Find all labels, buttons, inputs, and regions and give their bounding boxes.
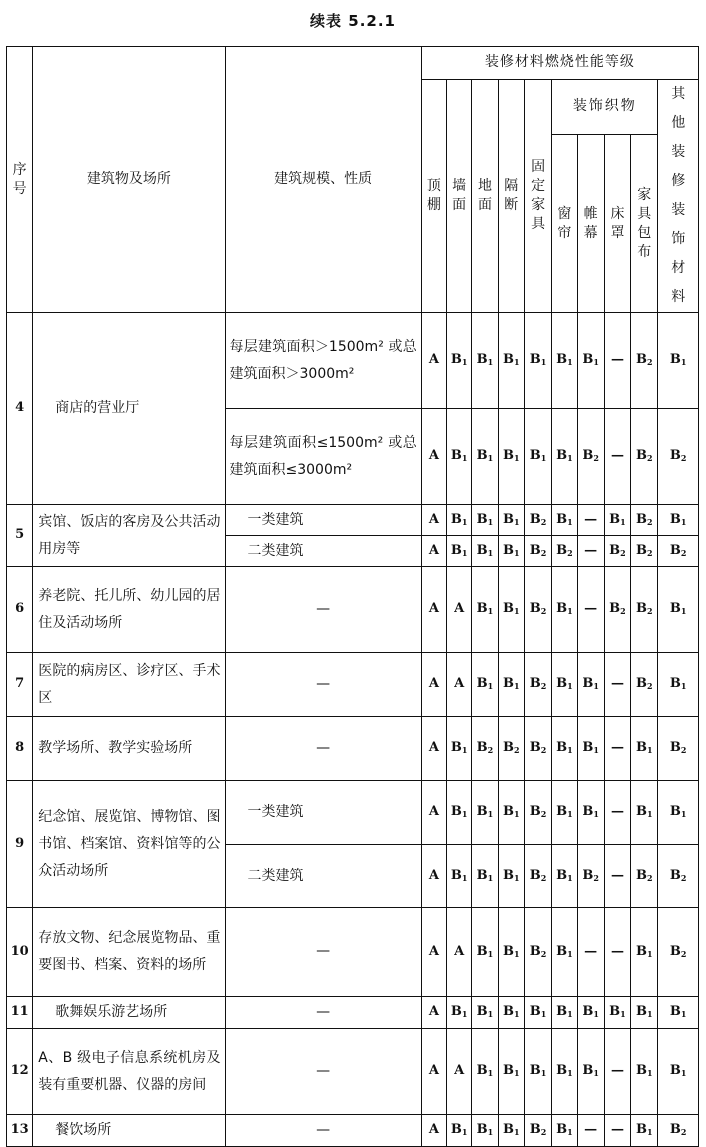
- rating-cell: —: [604, 653, 630, 717]
- row-place: 教学场所、教学实验场所: [33, 717, 225, 781]
- rating-cell: $B_2$: [524, 717, 551, 781]
- rating-cell: $B_1$: [498, 1029, 524, 1115]
- table-row: [7, 997, 699, 1029]
- rating-cell: A: [421, 997, 446, 1029]
- rating-cell: $B_1$: [604, 997, 630, 1029]
- rating-cell: A: [421, 567, 446, 653]
- header-floor: 地 面: [472, 80, 498, 313]
- rating-cell: $B_1$: [604, 505, 630, 536]
- header-bedcover: 床 罩: [604, 135, 630, 313]
- rating-cell: $B_1$: [552, 505, 577, 536]
- rating-cell: —: [577, 536, 604, 567]
- rating-cell: A: [421, 781, 446, 845]
- rating-cell: $B_1$: [472, 1029, 498, 1115]
- rating-cell: $B_2$: [658, 409, 699, 505]
- row-scale: 二类建筑: [225, 536, 421, 567]
- rating-cell: $B_1$: [577, 653, 604, 717]
- row-place: 纪念馆、展览馆、博物馆、图书馆、档案馆、资料馆等的公众活动场所: [33, 781, 225, 908]
- rating-cell: $B_1$: [447, 717, 472, 781]
- rating-cell: $B_1$: [524, 1029, 551, 1115]
- rating-cell: —: [604, 1115, 630, 1147]
- header-other: 其 他 装 修 装 饰 材 料: [658, 80, 699, 313]
- rating-cell: $B_2$: [658, 908, 699, 997]
- rating-cell: $B_1$: [447, 1115, 472, 1147]
- rating-cell: A: [447, 908, 472, 997]
- row-seq: 13: [7, 1115, 33, 1147]
- rating-cell: $B_1$: [472, 653, 498, 717]
- rating-cell: —: [577, 908, 604, 997]
- rating-cell: $B_1$: [498, 505, 524, 536]
- row-place: 养老院、托儿所、幼儿园的居住及活动场所: [33, 567, 225, 653]
- header-textiles: 装饰织物: [552, 80, 658, 135]
- table-row: [7, 567, 699, 653]
- row-scale: —: [225, 908, 421, 997]
- rating-cell: $B_1$: [498, 997, 524, 1029]
- rating-cell: $B_1$: [498, 409, 524, 505]
- table-row: [7, 717, 699, 781]
- rating-cell: A: [421, 313, 446, 409]
- rating-cell: A: [421, 845, 446, 908]
- rating-cell: $B_2$: [658, 536, 699, 567]
- rating-cell: $B_2$: [658, 845, 699, 908]
- rating-cell: $B_2$: [524, 505, 551, 536]
- rating-cell: $B_1$: [447, 845, 472, 908]
- rating-cell: A: [421, 409, 446, 505]
- rating-cell: $B_1$: [631, 1029, 658, 1115]
- rating-cell: $B_2$: [604, 567, 630, 653]
- row-scale: —: [225, 1029, 421, 1115]
- rating-cell: $B_1$: [577, 1029, 604, 1115]
- rating-cell: A: [421, 536, 446, 567]
- rating-cell: $B_1$: [658, 653, 699, 717]
- rating-cell: A: [447, 653, 472, 717]
- header-furniture-cover: 家 具 包 布: [631, 135, 658, 313]
- rating-cell: $B_2$: [631, 409, 658, 505]
- rating-cell: $B_1$: [447, 997, 472, 1029]
- rating-cell: A: [421, 1115, 446, 1147]
- rating-cell: $B_1$: [472, 908, 498, 997]
- rating-cell: $B_2$: [658, 717, 699, 781]
- header-rating-group: 装修材料燃烧性能等级: [421, 47, 698, 80]
- row-scale: —: [225, 1115, 421, 1147]
- rating-cell: —: [604, 908, 630, 997]
- rating-cell: $B_2$: [524, 653, 551, 717]
- rating-cell: $B_1$: [631, 908, 658, 997]
- rating-cell: $B_2$: [524, 567, 551, 653]
- rating-cell: A: [421, 908, 446, 997]
- row-scale: 一类建筑: [225, 781, 421, 845]
- rating-cell: —: [604, 717, 630, 781]
- table-row: [7, 653, 699, 717]
- rating-cell: $B_1$: [552, 1115, 577, 1147]
- row-seq: 9: [7, 781, 33, 908]
- row-seq: 6: [7, 567, 33, 653]
- header-drape: 帷 幕: [577, 135, 604, 313]
- rating-cell: $B_1$: [472, 409, 498, 505]
- rating-cell: $B_1$: [552, 409, 577, 505]
- rating-cell: $B_2$: [604, 536, 630, 567]
- row-scale: 一类建筑: [225, 505, 421, 536]
- header-fixed-furniture: 固 定 家 具: [524, 80, 551, 313]
- rating-cell: $B_2$: [498, 717, 524, 781]
- row-place: 医院的病房区、诊疗区、手术区: [33, 653, 225, 717]
- row-place: 存放文物、纪念展览物品、重要图书、档案、资料的场所: [33, 908, 225, 997]
- rating-cell: A: [447, 567, 472, 653]
- row-place: 宾馆、饭店的客房及公共活动用房等: [33, 505, 225, 567]
- rating-cell: $B_1$: [498, 653, 524, 717]
- table-row: [7, 505, 699, 536]
- rating-cell: $B_2$: [552, 536, 577, 567]
- table-title: 续表 5.2.1: [310, 12, 396, 30]
- table-row: [7, 1115, 699, 1147]
- rating-cell: $B_2$: [472, 717, 498, 781]
- rating-cell: A: [421, 505, 446, 536]
- table-row: [7, 781, 699, 845]
- row-place: 歌舞娱乐游艺场所: [33, 997, 225, 1029]
- rating-cell: $B_1$: [658, 1029, 699, 1115]
- rating-cell: $B_1$: [631, 1115, 658, 1147]
- header-wall: 墙 面: [447, 80, 472, 313]
- rating-cell: A: [421, 653, 446, 717]
- rating-cell: $B_2$: [631, 567, 658, 653]
- header-scale: 建筑规模、性质: [225, 47, 421, 313]
- rating-cell: $B_1$: [524, 313, 551, 409]
- rating-cell: $B_1$: [447, 781, 472, 845]
- row-place: A、B 级电子信息系统机房及装有重要机器、仪器的房间: [33, 1029, 225, 1115]
- rating-cell: $B_2$: [524, 908, 551, 997]
- row-scale: —: [225, 997, 421, 1029]
- rating-cell: $B_1$: [472, 505, 498, 536]
- rating-cell: —: [577, 505, 604, 536]
- table-row: [7, 1029, 699, 1115]
- rating-cell: $B_1$: [498, 908, 524, 997]
- row-seq: 11: [7, 997, 33, 1029]
- rating-cell: $B_1$: [552, 781, 577, 845]
- rating-cell: $B_1$: [552, 1029, 577, 1115]
- rating-cell: $B_1$: [658, 567, 699, 653]
- rating-cell: $B_1$: [552, 313, 577, 409]
- rating-cell: —: [604, 313, 630, 409]
- rating-cell: $B_1$: [577, 781, 604, 845]
- rating-cell: $B_1$: [472, 567, 498, 653]
- rating-cell: $B_1$: [552, 717, 577, 781]
- rating-cell: $B_1$: [552, 653, 577, 717]
- rating-cell: $B_1$: [577, 313, 604, 409]
- rating-cell: $B_1$: [631, 717, 658, 781]
- rating-cell: $B_2$: [631, 536, 658, 567]
- rating-cell: $B_1$: [498, 1115, 524, 1147]
- rating-cell: —: [577, 1115, 604, 1147]
- rating-cell: $B_1$: [447, 409, 472, 505]
- rating-cell: —: [604, 1029, 630, 1115]
- row-scale: 二类建筑: [225, 845, 421, 908]
- rating-cell: $B_1$: [472, 845, 498, 908]
- table-row: [7, 313, 699, 409]
- rating-cell: $B_1$: [552, 567, 577, 653]
- rating-cell: $B_1$: [658, 313, 699, 409]
- rating-cell: $B_1$: [447, 536, 472, 567]
- rating-cell: $B_1$: [552, 845, 577, 908]
- rating-cell: $B_1$: [472, 313, 498, 409]
- rating-cell: $B_2$: [631, 505, 658, 536]
- rating-cell: $B_1$: [658, 781, 699, 845]
- rating-cell: $B_1$: [631, 997, 658, 1029]
- row-place: 餐饮场所: [33, 1115, 225, 1147]
- row-seq: 5: [7, 505, 33, 567]
- rating-cell: $B_1$: [631, 781, 658, 845]
- rating-cell: $B_1$: [472, 997, 498, 1029]
- header-ceiling: 顶 棚: [421, 80, 446, 313]
- header-partition: 隔 断: [498, 80, 524, 313]
- rating-cell: $B_1$: [472, 536, 498, 567]
- row-scale: 每层建筑面积≤1500m² 或总建筑面积≤3000m²: [225, 409, 421, 505]
- row-seq: 12: [7, 1029, 33, 1115]
- row-seq: 8: [7, 717, 33, 781]
- rating-cell: —: [604, 845, 630, 908]
- rating-cell: $B_1$: [498, 567, 524, 653]
- rating-cell: $B_1$: [447, 313, 472, 409]
- rating-cell: $B_1$: [498, 536, 524, 567]
- rating-cell: $B_1$: [447, 505, 472, 536]
- rating-cell: $B_1$: [524, 409, 551, 505]
- row-scale: —: [225, 653, 421, 717]
- rating-cell: $B_2$: [524, 781, 551, 845]
- row-seq: 4: [7, 313, 33, 505]
- fire-rating-table: [6, 46, 699, 1147]
- rating-cell: $B_1$: [552, 908, 577, 997]
- rating-cell: $B_2$: [577, 845, 604, 908]
- row-scale: —: [225, 717, 421, 781]
- rating-cell: $B_1$: [498, 313, 524, 409]
- rating-cell: $B_1$: [524, 997, 551, 1029]
- rating-cell: $B_1$: [658, 997, 699, 1029]
- header-place: 建筑物及场所: [33, 47, 225, 313]
- rating-cell: —: [577, 567, 604, 653]
- rating-cell: $B_2$: [631, 653, 658, 717]
- header-curtain: 窗 帘: [552, 135, 577, 313]
- header-seq: 序 号: [7, 47, 33, 313]
- row-seq: 7: [7, 653, 33, 717]
- rating-cell: $B_1$: [577, 717, 604, 781]
- rating-cell: $B_1$: [498, 781, 524, 845]
- rating-cell: $B_1$: [552, 997, 577, 1029]
- rating-cell: A: [447, 1029, 472, 1115]
- rating-cell: $B_2$: [524, 1115, 551, 1147]
- rating-cell: $B_1$: [498, 845, 524, 908]
- rating-cell: $B_2$: [524, 845, 551, 908]
- rating-cell: $B_2$: [524, 536, 551, 567]
- rating-cell: —: [604, 409, 630, 505]
- rating-cell: $B_1$: [658, 505, 699, 536]
- rating-cell: —: [604, 781, 630, 845]
- rating-cell: $B_2$: [658, 1115, 699, 1147]
- rating-cell: $B_2$: [577, 409, 604, 505]
- row-seq: 10: [7, 908, 33, 997]
- rating-cell: $B_2$: [631, 845, 658, 908]
- rating-cell: A: [421, 717, 446, 781]
- row-place: 商店的营业厅: [33, 313, 225, 505]
- rating-cell: A: [421, 1029, 446, 1115]
- rating-cell: $B_1$: [472, 1115, 498, 1147]
- rating-cell: $B_1$: [472, 781, 498, 845]
- row-scale: 每层建筑面积＞1500m² 或总建筑面积＞3000m²: [225, 313, 421, 409]
- table-row: [7, 908, 699, 997]
- rating-cell: $B_1$: [577, 997, 604, 1029]
- row-scale: —: [225, 567, 421, 653]
- rating-cell: $B_2$: [631, 313, 658, 409]
